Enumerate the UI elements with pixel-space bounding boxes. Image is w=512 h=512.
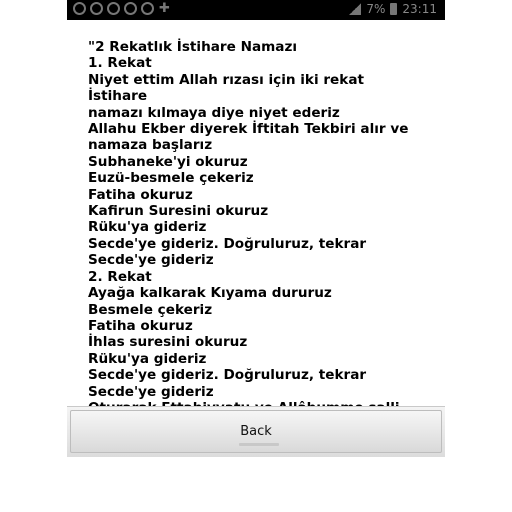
back-button-label: Back — [240, 424, 272, 439]
status-bar — [67, 0, 445, 20]
text-line: Euzü-besmele çekeriz — [88, 170, 254, 187]
notification-icon — [90, 2, 103, 15]
focus-indicator — [239, 443, 279, 446]
text-line: namaza başlarız — [88, 137, 213, 154]
text-line: Subhaneke'yi okuruz — [88, 153, 248, 170]
text-line: Fatiha okuruz — [88, 317, 193, 334]
notification-icons — [73, 2, 171, 15]
system-icons — [349, 2, 437, 16]
text-line: Secde'ye gideriz — [88, 252, 214, 269]
text-line: Secde'ye gideriz. Doğruluruz, tekrar — [88, 367, 367, 384]
notification-icon — [107, 2, 120, 15]
text-line: Kafirun Suresini okuruz — [88, 203, 269, 220]
notification-icon — [124, 2, 137, 15]
text-line: 2. Rekat — [88, 268, 152, 285]
usb-icon: ✚ — [159, 1, 170, 16]
notification-icon — [73, 2, 86, 15]
text-line: Allahu Ekber diyerek İftitah Tekbiri alır ve — [88, 121, 409, 138]
text-line: 1. Rekat — [88, 55, 152, 72]
text-line: Rüku'ya gideriz — [88, 350, 207, 367]
text-line: Secde'ye gideriz. Doğruluruz, tekrar — [88, 235, 367, 252]
text-line: Besmele çekeriz — [88, 301, 213, 318]
battery-icon — [390, 3, 397, 15]
text-line: namazı kılmaya diye niyet ederiz — [88, 104, 340, 121]
text-line: Secde'ye gideriz — [88, 383, 214, 400]
text-line: Fatiha okuruz — [88, 186, 193, 203]
scroll-view[interactable] — [67, 20, 445, 400]
back-button[interactable] — [70, 410, 442, 453]
text-line: "2 Rekatlık İstihare Namazı — [88, 39, 298, 55]
text-line: Rüku'ya gideriz — [88, 219, 207, 236]
text-line: İhlas suresini okuruz — [88, 334, 248, 351]
battery-percent: 7% — [366, 2, 386, 16]
text-line: Niyet ettim Allah rızası için iki rekat İstihare — [88, 71, 364, 105]
bottom-bar — [67, 406, 445, 457]
clock: 23:11 — [402, 2, 437, 16]
text-line: Ayağa kalkarak Kıyama dururuz — [88, 285, 332, 302]
notification-icon — [141, 2, 154, 15]
article-text — [88, 39, 418, 416]
signal-icon — [349, 3, 361, 15]
